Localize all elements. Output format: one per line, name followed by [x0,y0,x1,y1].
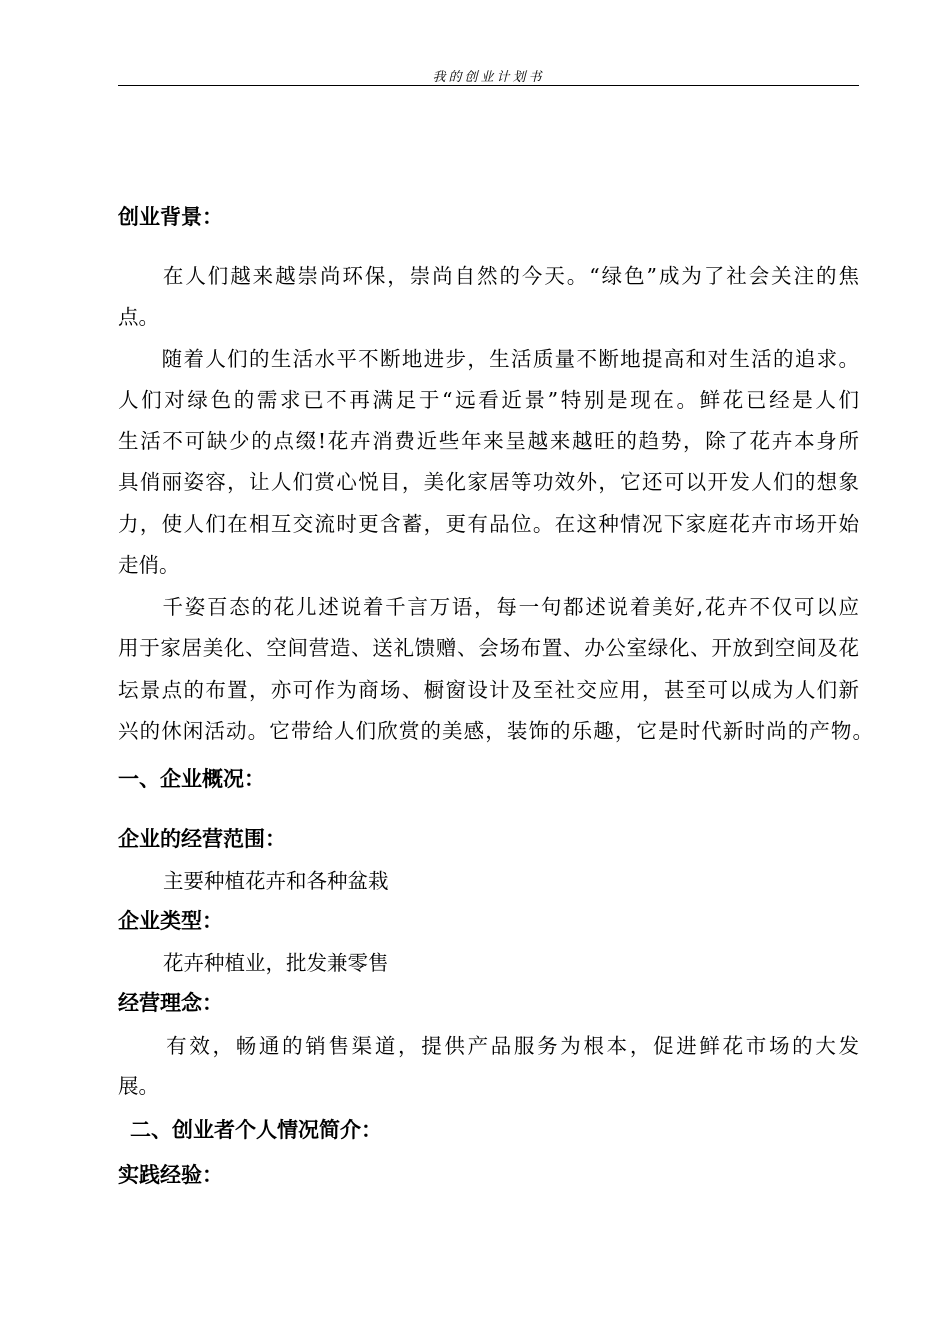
paragraph-line: 生活不可缺少的点缀!花卉消费近些年来呈越来越旺的趋势，除了花卉本身所 [118,429,859,453]
paragraph-line: 坛景点的布置，亦可作为商场、橱窗设计及至社交应用，甚至可以成为人们新 [118,678,859,702]
paragraph-line: 具俏丽姿容，让人们赏心悦目，美化家居等功效外，它还可以开发人们的想象 [118,470,859,494]
paragraph-line: 走俏。 [118,553,180,577]
heading-founder: 二、创业者个人情况简介： [130,1118,382,1142]
paragraph-line: 随着人们的生活水平不断地进步，生活质量不断地提高和对生活的追求。 [118,347,859,371]
heading-experience: 实践经验： [118,1163,223,1187]
page-header-title: 我的创业计划书 [432,70,545,85]
paragraph-line: 用于家居美化、空间营造、送礼馈赠、会场布置、办公室绿化、开放到空间及花 [118,636,859,660]
heading-business-scope: 企业的经营范围： [118,827,286,851]
business-scope-text: 主要种植花卉和各种盆栽 [163,869,389,893]
paragraph-line: 兴的休闲活动。它带给人们欣赏的美感，装饰的乐趣，它是时代新时尚的产物。 [118,719,873,743]
heading-background: 创业背景： [118,205,223,229]
paragraph-line: 点。 [118,305,159,329]
business-type-text: 花卉种植业，批发兼零售 [163,951,389,975]
heading-philosophy: 经营理念： [118,991,223,1015]
philosophy-line: 有效，畅通的销售渠道，提供产品服务为根本，促进鲜花市场的大发 [143,1034,859,1058]
paragraph-line: 千姿百态的花儿述说着千言万语，每一句都述说着美好,花卉不仅可以应 [118,595,859,619]
header-divider [118,85,859,86]
heading-business-type: 企业类型： [118,909,223,933]
paragraph-line: 力，使人们在相互交流时更含蓄，更有品位。在这种情况下家庭花卉市场开始 [118,512,859,536]
paragraph-line: 在人们越来越崇尚环保，崇尚自然的今天。“绿色”成为了社会关注的焦 [118,264,859,288]
paragraph-line: 人们对绿色的需求已不再满足于“远看近景”特别是现在。鲜花已经是人们 [118,388,859,412]
philosophy-line: 展。 [118,1074,159,1098]
heading-overview: 一、企业概况： [118,767,265,791]
